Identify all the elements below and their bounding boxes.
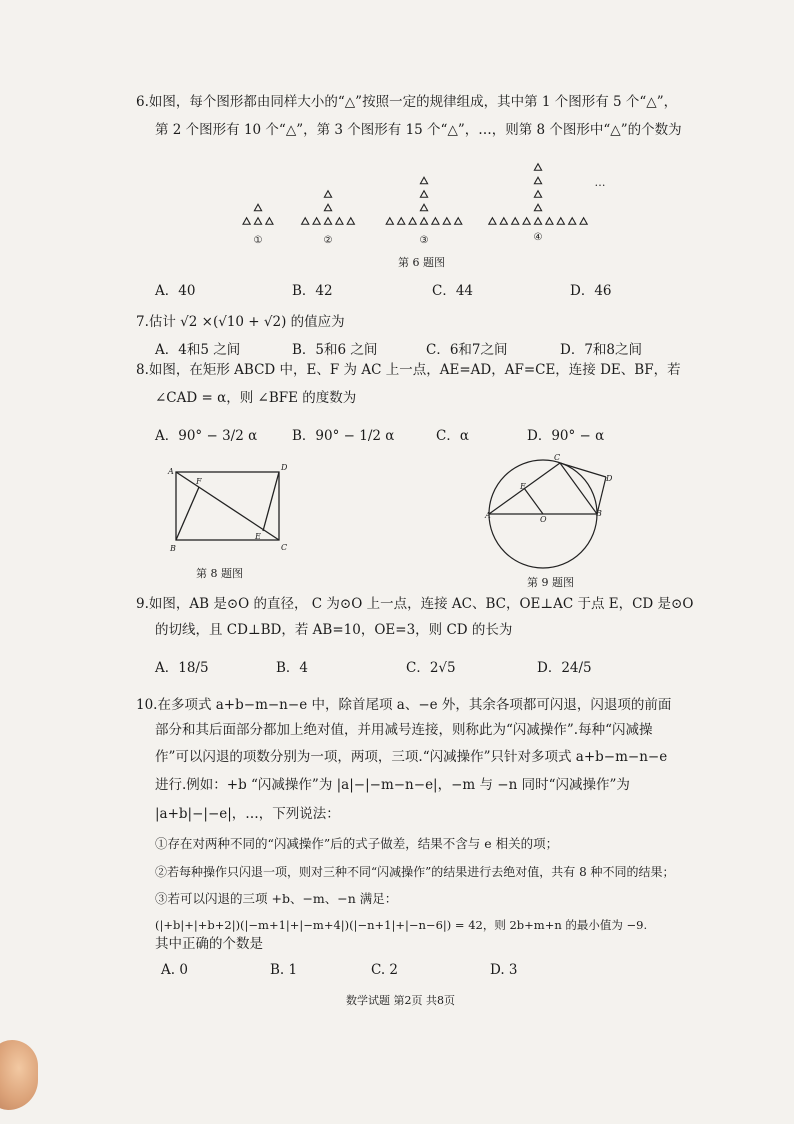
q7-option-c: C．6和7之间 — [426, 342, 508, 358]
q9-option-a: A．18/5 — [155, 660, 209, 676]
q7-option-a: A．4和5 之间 — [155, 342, 241, 358]
q9-stem-line1: 9.如图，AB 是⊙O 的直径， C 为⊙O 上一点，连接 AC、BC，OE⊥AC 于点 E，CD 是⊙O — [136, 596, 694, 612]
q6-option-d: D．46 — [570, 283, 612, 299]
q9-stem-line2: 的切线，且 CD⊥BD，若 AB=10，OE=3，则 CD 的长为 — [155, 622, 513, 638]
q8-point-c: C — [281, 543, 288, 552]
q9-caption: 第 9 题图 — [527, 576, 574, 589]
q10-line2: 部分和其后面部分都加上绝对值，并用减号连接，则称此为“闪减操作”.每种“闪减操 — [155, 722, 653, 738]
q6-label-4: ④ — [533, 232, 543, 243]
q8-option-d: D．90° − α — [527, 428, 605, 444]
q10-statement-3-equation: (|+b|+|+b+2|)(|−m+1|+|−m+4|)(|−n+1|+|−n−6|) = 42，则 2b+m+n 的最小值为 −9. — [155, 918, 648, 932]
q10-option-b: B. 1 — [270, 962, 298, 978]
q10-line1: 10.在多项式 a+b−m−n−e 中，除首尾项 a、−e 外，其余各项都可闪退，闪退项的前面 — [136, 697, 672, 713]
q10-statement-2: ②若每种操作只闪退一项，则对三种不同“闪减操作”的结果进行去绝对值，共有 8 种不同的结果； — [155, 865, 675, 879]
q6-label-2: ② — [323, 235, 333, 246]
q8-option-a: A．90° − 3/2 α — [155, 428, 258, 444]
q8-option-c: C．α — [436, 428, 469, 444]
q8-stem-line2: ∠CAD = α，则 ∠BFE 的度数为 — [155, 390, 357, 406]
q10-option-d: D. 3 — [490, 962, 518, 978]
q8-point-e: E — [255, 532, 261, 541]
q9-option-c: C．2√5 — [406, 660, 456, 676]
q6-stem-line1: 6.如图，每个图形都由同样大小的“△”按照一定的规律组成，其中第 1 个图形有 5 个“△”， — [136, 94, 678, 110]
q6-label-1: ① — [253, 235, 263, 246]
q8-point-b: B — [170, 544, 176, 553]
q10-statement-3: ③若可以闪退的三项 +b、−m、−n 满足： — [155, 891, 398, 906]
q6-option-b: B．42 — [292, 283, 333, 299]
q9-option-b: B．4 — [276, 660, 309, 676]
q10-option-a: A. 0 — [161, 962, 188, 978]
q6-option-c: C．44 — [432, 283, 474, 299]
q7-stem: 7.估计 √2 ×(√10 + √2) 的值应为 — [136, 314, 345, 330]
q9-point-d: D — [606, 474, 613, 483]
q8-point-a: A — [168, 467, 174, 476]
q9-point-b: B — [596, 509, 602, 518]
q8-caption: 第 8 题图 — [196, 567, 243, 580]
q6-ellipsis: … — [594, 176, 606, 189]
q8-point-f: F — [196, 477, 202, 486]
q8-option-b: B．90° − 1/2 α — [292, 428, 395, 444]
q10-line3: 作”可以闪退的项数分别为一项，两项，三项.“闪减操作”只针对多项式 a+b−m−n−e — [155, 749, 668, 765]
q10-tail: 其中正确的个数是 — [155, 936, 263, 952]
q8-point-d: D — [281, 463, 288, 472]
q7-option-d: D．7和8之间 — [560, 342, 643, 358]
q10-statement-1: ①存在对两种不同的“闪减操作”后的式子做差，结果不含与 e 相关的项； — [155, 836, 559, 851]
q10-option-c: C. 2 — [371, 962, 399, 978]
q10-line4: 进行.例如：+b “闪减操作”为 |a|−|−m−n−e|，−m 与 −n 同时“闪减操作”为 — [155, 777, 630, 793]
q9-option-d: D．24/5 — [537, 660, 592, 676]
q6-label-3: ③ — [419, 235, 429, 246]
q7-option-b: B．5和6 之间 — [292, 342, 378, 358]
q10-line5: |a+b|−|−e|，…，下列说法： — [155, 806, 340, 822]
q9-point-e: E — [520, 482, 526, 491]
q6-caption: 第 6 题图 — [398, 256, 445, 269]
q6-stem-line2: 第 2 个图形有 10 个“△”，第 3 个图形有 15 个“△”，…，则第 8 个图形中“△”的个数为 — [155, 122, 682, 138]
q9-point-a: A — [485, 511, 491, 520]
q8-stem-line1: 8.如图，在矩形 ABCD 中，E、F 为 AC 上一点，AE=AD，AF=CE，连接 DE、BF，若 — [136, 362, 681, 378]
q6-option-a: A．40 — [155, 283, 196, 299]
q9-point-c: C — [554, 453, 561, 462]
q9-point-o: O — [540, 515, 547, 524]
page-footer: 数学试题 第2页 共8页 — [346, 994, 455, 1007]
